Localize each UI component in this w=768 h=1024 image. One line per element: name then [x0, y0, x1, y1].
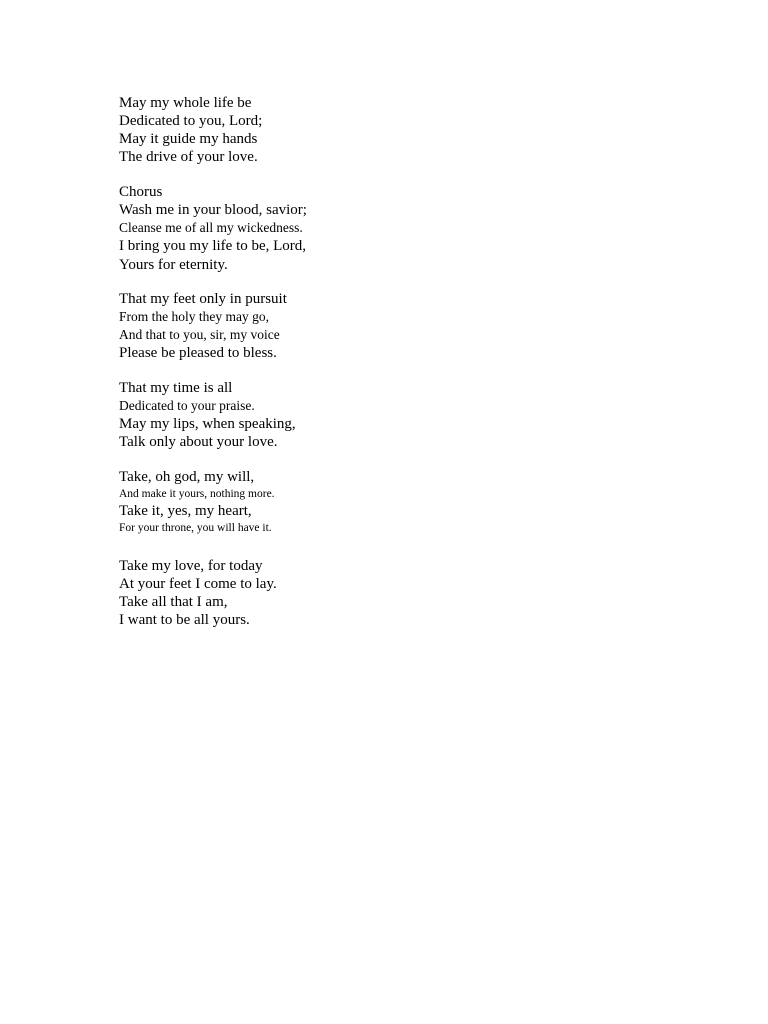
stanza-line: Wash me in your blood, savior; [119, 202, 307, 218]
stanza-line: And that to you, sir, my voice [119, 327, 280, 342]
stanza-line: That my time is all [119, 380, 233, 396]
stanza-line: I bring you my life to be, Lord, [119, 238, 307, 254]
stanza-line: Talk only about your love. [119, 434, 278, 450]
stanza-line: May my whole life be [119, 95, 252, 111]
stanza-1 [119, 94, 262, 166]
stanza-line: That my feet only in pursuit [119, 291, 287, 307]
stanza-line: At your feet I come to lay. [119, 576, 277, 592]
stanza-3 [119, 290, 287, 362]
chorus-heading: Chorus [119, 184, 163, 200]
stanza-line: Please be pleased to bless. [119, 345, 277, 361]
stanza-6 [119, 557, 277, 629]
stanza-line: May my lips, when speaking, [119, 416, 296, 432]
stanza-4 [119, 379, 296, 451]
stanza-line: Take it, yes, my heart, [119, 503, 252, 519]
stanza-line: From the holy they may go, [119, 309, 269, 324]
stanza-line: May it guide my hands [119, 131, 258, 147]
stanza-line: And make it yours, nothing more. [119, 488, 275, 500]
stanza-line: I want to be all yours. [119, 612, 250, 628]
stanza-line: Dedicated to you, Lord; [119, 113, 263, 129]
stanza-line: For your throne, you will have it. [119, 522, 272, 534]
stanza-line: Take my love, for today [119, 558, 263, 574]
stanza-line: Take all that I am, [119, 594, 228, 610]
stanza-line: Take, oh god, my will, [119, 469, 255, 485]
stanza-line: Dedicated to your praise. [119, 398, 255, 413]
stanza-5 [119, 468, 275, 536]
stanza-line: The drive of your love. [119, 149, 258, 165]
stanza-line: Yours for eternity. [119, 257, 228, 273]
stanza-chorus [119, 183, 307, 274]
stanza-line: Cleanse me of all my wickedness. [119, 220, 303, 235]
